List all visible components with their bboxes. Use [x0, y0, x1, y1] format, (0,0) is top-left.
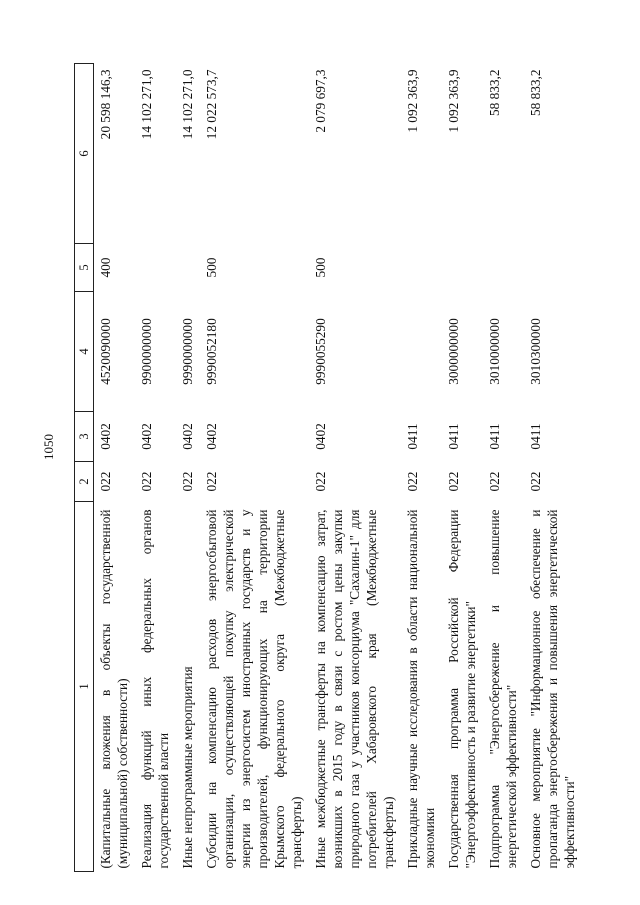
page-number: 1050 — [41, 434, 56, 460]
amount-cell: 2 079 697,3 — [313, 69, 329, 133]
target-article-cell: 9990052180 — [204, 318, 220, 385]
target-article-cell: 3000000000 — [446, 318, 462, 385]
expense-type-cell — [176, 244, 200, 292]
row-name-cell: Основное мероприятие "Информационное обеспечение и пропаганда энергосбережения и повышения энергетической эффективности" — [528, 509, 578, 869]
row-name-cell: Реализация функций иных федеральных органов государственной власти — [139, 509, 172, 869]
amount-cell: 20 598 146,3 — [98, 69, 113, 140]
header-cell: 4 — [75, 292, 94, 412]
section-code-cell: 0411 — [487, 423, 503, 450]
ministry-code-cell: 022 — [313, 471, 329, 492]
section-code-cell: 0402 — [98, 423, 113, 450]
header-cell: 2 — [75, 462, 94, 502]
table-row — [309, 64, 401, 872]
amount-cell: 1 092 363,9 — [446, 69, 462, 133]
target-article-cell: 4520090000 — [98, 318, 113, 385]
header-cell: 1 — [75, 502, 94, 872]
expense-type-cell: 500 — [204, 257, 220, 278]
row-name-cell: Прикладные научные исследования в области национальной экономики — [405, 509, 438, 869]
expense-type-cell — [442, 244, 483, 292]
table-row — [524, 64, 582, 872]
row-name-cell: Иные непрограммные мероприятия — [180, 666, 196, 869]
amount-cell: 58 833,2 — [487, 69, 503, 117]
header-cell: 5 — [75, 244, 94, 292]
target-article-cell: 3010000000 — [487, 318, 503, 385]
ministry-code-cell: 022 — [98, 471, 113, 492]
table-row — [483, 64, 524, 872]
ministry-code-cell: 022 — [446, 471, 462, 492]
section-code-cell: 0411 — [405, 423, 421, 450]
table-row — [442, 64, 483, 872]
table-body — [75, 64, 583, 872]
budget-table — [74, 63, 582, 872]
rotated-table-frame — [74, 64, 578, 872]
ministry-code-cell: 022 — [487, 471, 503, 492]
section-code-cell: 0402 — [313, 423, 329, 450]
section-code-cell: 0402 — [204, 423, 220, 450]
expense-type-cell — [135, 244, 176, 292]
table-row — [176, 64, 200, 872]
table-header-row — [75, 64, 94, 872]
row-name-cell: Иные межбюджетные трансферты на компенсацию затрат, возникших в 2015 году в связи с ростом цены закупки природного газа у участников консорциума "Сахалин-1" для потребителей Хабаровского края (Межбюджетные трансферты) — [313, 509, 397, 869]
expense-type-cell — [401, 244, 442, 292]
section-code-cell: 0402 — [139, 423, 155, 450]
table-row — [401, 64, 442, 872]
expense-type-cell — [524, 244, 582, 292]
section-code-cell: 0411 — [528, 423, 544, 450]
ministry-code-cell: 022 — [405, 471, 421, 492]
target-article-cell: 9990000000 — [180, 318, 196, 385]
target-article-cell: 3010300000 — [528, 318, 544, 385]
header-cell: 6 — [75, 64, 94, 244]
row-name-cell: (Капитальные вложения в объекты государственной (муниципальной) собственности) — [98, 509, 131, 869]
table-row — [94, 64, 136, 872]
expense-type-cell: 400 — [98, 257, 113, 278]
target-article-cell: 9990055290 — [313, 318, 329, 385]
ministry-code-cell: 022 — [180, 471, 196, 492]
section-code-cell: 0411 — [446, 423, 462, 450]
ministry-code-cell: 022 — [528, 471, 544, 492]
amount-cell: 14 102 271,0 — [139, 69, 155, 140]
row-name-cell: Субсидии на компенсацию расходов энергосбытовой организации, осуществляющей покупку электрической энергии из энергосистем иностранных государств и у производителей, функционирующих на территории Крымского федерального округа (Межбюджетные трансферты) — [204, 509, 305, 869]
amount-cell: 12 022 573,7 — [204, 69, 220, 140]
expense-type-cell — [483, 244, 524, 292]
expense-type-cell: 500 — [313, 257, 329, 278]
ministry-code-cell: 022 — [204, 471, 220, 492]
ministry-code-cell: 022 — [139, 471, 155, 492]
row-name-cell: Государственная программа Российской Федерации "Энергоэффективность и развитие энергетики" — [446, 509, 479, 869]
target-article-cell: 9900000000 — [139, 318, 155, 385]
amount-cell: 14 102 271,0 — [180, 69, 196, 140]
table-row — [200, 64, 309, 872]
amount-cell: 1 092 363,9 — [405, 69, 421, 133]
section-code-cell: 0402 — [180, 423, 196, 450]
table-row — [135, 64, 176, 872]
row-name-cell: Подпрограмма "Энергосбережение и повышение энергетической эффективности" — [487, 509, 520, 869]
target-article-cell — [401, 292, 442, 412]
amount-cell: 58 833,2 — [528, 69, 544, 117]
header-cell: 3 — [75, 412, 94, 462]
